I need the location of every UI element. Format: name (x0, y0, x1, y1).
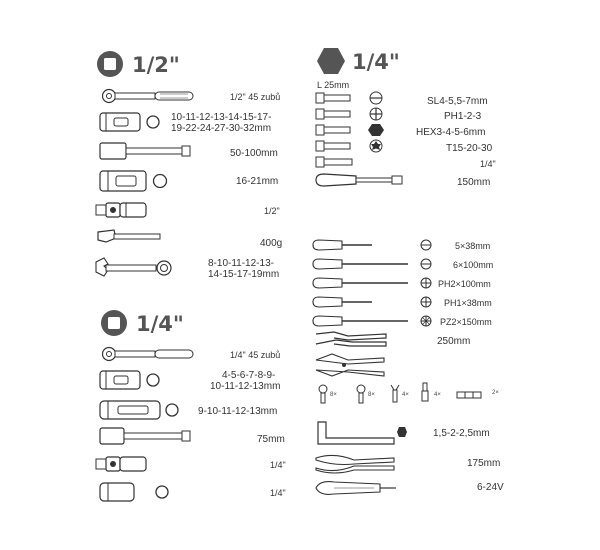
extension-quarter-label: 75mm (257, 434, 285, 445)
hammer-label: 400g (260, 238, 283, 249)
extension-bar-icon (100, 428, 195, 444)
bit-adapter-label: 1/4" (480, 159, 496, 169)
crimping-pliers-icon (314, 352, 389, 378)
bit-handle-label: 150mm (457, 177, 491, 188)
list-item (310, 312, 510, 330)
square-drive-icon (96, 50, 124, 78)
universal-joint-icon (96, 202, 151, 218)
terminal-count: 8× (368, 392, 375, 398)
slotted-bits-label: SL4-5,5-7mm (427, 96, 488, 107)
terminal-count: 8× (330, 392, 337, 398)
wrenches-line-2: 14-15-17-19mm (208, 269, 280, 280)
deep-sockets-label: 9-10-11-12-13mm (198, 406, 278, 417)
terminal-count: 4× (434, 392, 441, 398)
ujoint-quarter-label: 1/4" (270, 460, 286, 470)
spark-sockets-half-label: 16-21mm (236, 176, 279, 187)
ratchet-icon (100, 346, 200, 362)
hex-bits-label: HEX3-4-5-6mm (416, 127, 486, 138)
socket-icon (100, 112, 160, 132)
universal-joint-icon (96, 456, 151, 472)
hex-keys-label: 1,5-2-2,5mm (433, 428, 490, 439)
phillips-tip-icon (420, 277, 432, 289)
hammer-icon (96, 228, 166, 250)
screwdriver-size: PH2×100mm (438, 279, 491, 289)
water-pump-pliers-icon (314, 330, 389, 348)
sockets-half-line-1: 10-11-12-13-14-15-17- (171, 112, 272, 123)
bit-handle-icon (314, 172, 409, 188)
pozidriv-tip-icon (420, 315, 432, 327)
phillips-bit-icon (316, 107, 386, 121)
list-item (310, 274, 510, 292)
sockets-half-line-2: 19-22-24-27-30-32mm (171, 123, 272, 134)
combination-pliers-icon (314, 452, 399, 474)
combination-wrench-icon (94, 258, 174, 278)
ujoint-half-label: 1/2" (264, 206, 280, 216)
bit-length-label: L 25mm (317, 80, 350, 90)
slotted-tip-icon (420, 239, 432, 251)
hex-drive-icon (316, 47, 346, 75)
blade-terminal-icon (420, 382, 430, 402)
screwdriver-icon (312, 239, 402, 251)
terminal-list (316, 380, 516, 408)
sockets-quarter-line-1: 4-5-6-7-8-9- (222, 370, 276, 381)
terminal-count: 2× (492, 390, 499, 396)
butt-connector-icon (456, 390, 482, 400)
ratchet-quarter-label: 1/4" 45 zubů (230, 350, 281, 360)
extensions-half-label: 50-100mm (230, 148, 278, 159)
screwdriver-icon (312, 315, 412, 327)
screwdriver-size: 6×100mm (453, 260, 494, 270)
combination-pliers-label: 175mm (467, 458, 501, 469)
quarter-inch-left-header (100, 309, 210, 339)
spark-plug-socket-icon (100, 170, 170, 192)
ring-terminal-icon (318, 384, 328, 404)
pliers-label: 250mm (437, 336, 471, 347)
quarter-inch-right-header (316, 46, 426, 76)
screwdriver-icon (312, 296, 402, 308)
torx-bit-icon (316, 139, 386, 153)
torx-bits-label: T15-20-30 (446, 143, 493, 154)
sockets-quarter-line-2: 10-11-12-13mm (210, 381, 281, 392)
square-drive-icon (100, 309, 128, 337)
half-inch-section-header (96, 50, 206, 80)
list-item (310, 293, 510, 311)
screwdriver-size: PH1×38mm (444, 298, 492, 308)
screwdriver-list (310, 236, 510, 332)
screwdriver-icon (312, 277, 412, 289)
list-item (310, 236, 510, 254)
ring-terminal-icon (356, 384, 366, 404)
ratchet-half-label: 1/2" 45 zubů (230, 92, 281, 102)
screwdriver-size: 5×38mm (455, 241, 491, 251)
deep-socket-icon (100, 400, 190, 420)
screwdriver-icon (312, 258, 412, 270)
bit-adapter-icon (316, 155, 356, 169)
section-title: 1/4" (136, 312, 184, 336)
voltage-tester-icon (314, 478, 399, 498)
ratchet-icon (100, 88, 200, 104)
phillips-bits-label: PH1-2-3 (444, 111, 482, 122)
voltage-tester-label: 6-24V (477, 482, 504, 493)
sockets-quarter-label (210, 370, 280, 392)
extension-bar-icon (100, 143, 195, 159)
screwdriver-size: PZ2×150mm (440, 317, 492, 327)
hex-bit-icon (316, 123, 386, 137)
slotted-bit-icon (316, 91, 386, 105)
slotted-tip-icon (420, 258, 432, 270)
section-title: 1/4" (352, 50, 400, 74)
wrenches-label (208, 258, 279, 280)
socket-icon (100, 370, 160, 390)
sockets-half-label (171, 112, 271, 134)
adapter-icon (100, 482, 170, 502)
hex-key-icon (316, 420, 401, 448)
hex-head-icon (396, 426, 408, 438)
list-item (310, 255, 510, 273)
phillips-tip-icon (420, 296, 432, 308)
wrenches-line-1: 8-10-11-12-13- (208, 258, 274, 269)
adapter-quarter-label: 1/4" (270, 488, 286, 498)
section-title: 1/2" (132, 53, 180, 77)
spade-terminal-icon (390, 384, 400, 404)
terminal-count: 4× (402, 392, 409, 398)
